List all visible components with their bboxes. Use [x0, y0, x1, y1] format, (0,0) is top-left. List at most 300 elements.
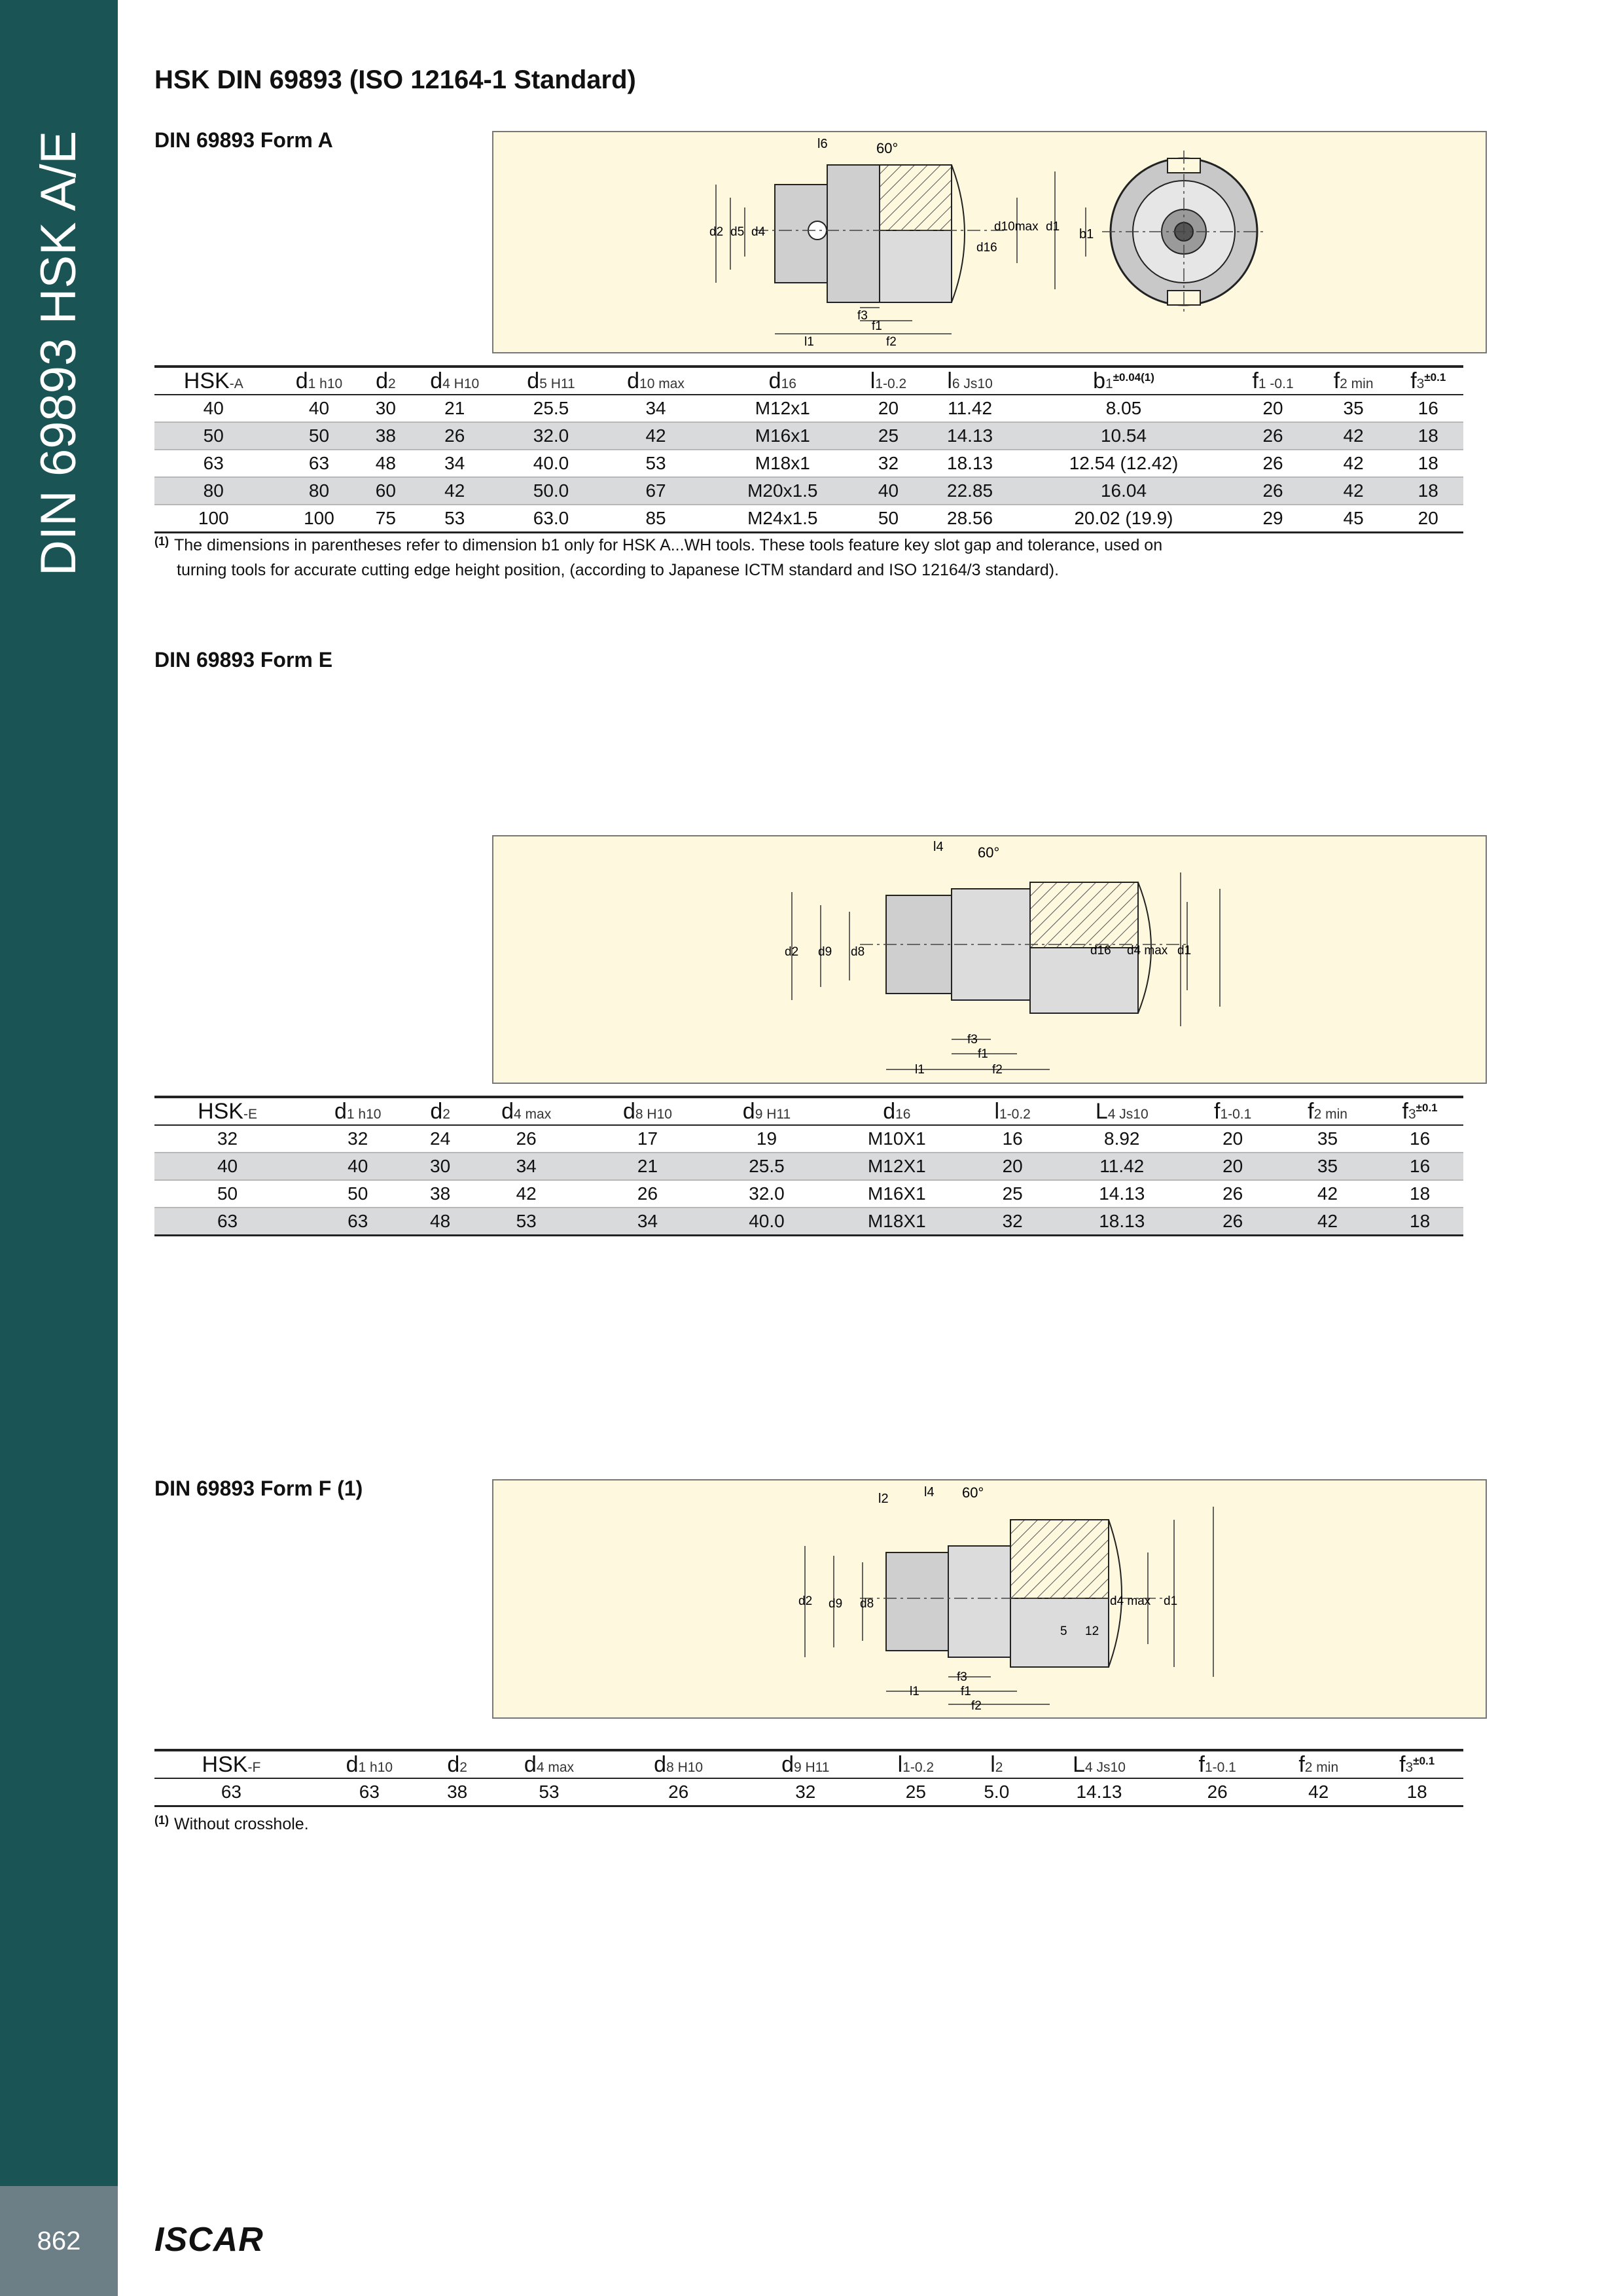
page-title: HSK DIN 69893 (ISO 12164-1 Standard) — [154, 65, 636, 94]
table-cell: 20 — [968, 1153, 1057, 1180]
column-header-sym: d — [883, 1098, 896, 1124]
table-cell: 16.04 — [1016, 477, 1232, 505]
form-f-label-l4: l4 — [924, 1485, 935, 1499]
table-cell: 12.54 (12.42) — [1016, 450, 1232, 477]
column-header-sub: -A — [229, 376, 243, 391]
column-header-sym: d — [527, 368, 540, 393]
form-e-label-f1: f1 — [978, 1047, 988, 1061]
table-cell: 35 — [1279, 1153, 1376, 1180]
form-a-label-l1: l1 — [804, 335, 814, 349]
table-cell: 20 — [1186, 1153, 1279, 1180]
table-cell: 19 — [707, 1125, 825, 1153]
table-cell: 21 — [406, 395, 503, 422]
form-a-label-b1: b1 — [1079, 227, 1094, 242]
table-cell: 32.0 — [707, 1180, 825, 1208]
form-f-label-d9: d9 — [829, 1597, 843, 1611]
table-cell: 53 — [465, 1208, 588, 1236]
form-e-label-d4max: d4 max — [1127, 944, 1168, 958]
column-header-sym: d — [623, 1098, 635, 1124]
column-header-sym: d — [768, 368, 781, 393]
table-cell: 14.13 — [1057, 1180, 1186, 1208]
column-header — [588, 1097, 708, 1125]
form-f-footnote-marker: (1) — [154, 1814, 169, 1827]
column-header — [743, 1750, 868, 1778]
table-cell: 11.42 — [925, 395, 1016, 422]
table-row — [154, 450, 1463, 477]
column-header — [1168, 1750, 1266, 1778]
column-header — [308, 1750, 431, 1778]
table-cell: 18.13 — [925, 450, 1016, 477]
table-cell: 38 — [365, 422, 406, 450]
form-a-label-f1: f1 — [872, 319, 882, 333]
table-cell: M12X1 — [826, 1153, 969, 1180]
table-cell: 35 — [1279, 1125, 1376, 1153]
table-cell: M24x1.5 — [713, 505, 852, 533]
column-header — [465, 1097, 588, 1125]
table-cell: 17 — [588, 1125, 708, 1153]
table-cell: 32.0 — [503, 422, 599, 450]
column-header-sub: 2 — [442, 1106, 450, 1122]
column-header-sym: f — [1298, 1751, 1305, 1777]
column-header-sub: 2 — [995, 1759, 1003, 1775]
table-cell: 40 — [852, 477, 924, 505]
column-header-sup: ±0.1 — [1424, 370, 1446, 384]
form-a-heading: DIN 69893 Form A — [154, 128, 333, 152]
table-row — [154, 1125, 1463, 1153]
table-cell: 63.0 — [503, 505, 599, 533]
form-e-label-d16: d16 — [1090, 944, 1111, 958]
column-header-sub: -F — [247, 1759, 261, 1775]
column-header-sub: 3 — [1405, 1759, 1414, 1775]
table-row — [154, 477, 1463, 505]
column-header-sym: d — [742, 1098, 755, 1124]
column-header-sub: 1 h10 — [308, 376, 343, 391]
column-header-sub: 4 max — [536, 1759, 575, 1775]
column-header-sub: 1-0.2 — [902, 1759, 935, 1775]
column-header — [1016, 367, 1232, 395]
table-cell: M16x1 — [713, 422, 852, 450]
table-cell: 18 — [1370, 1778, 1463, 1806]
column-header-sym: f — [1214, 1098, 1221, 1124]
table-row — [154, 1208, 1463, 1236]
table-cell: 32 — [300, 1125, 415, 1153]
table-cell: 34 — [465, 1153, 588, 1180]
form-e-label-d8: d8 — [851, 945, 865, 959]
column-header-sym: L — [1073, 1751, 1085, 1777]
form-f-footnote-text: Without crosshole. — [174, 1815, 309, 1833]
form-f-label-d4max: d4 max — [1110, 1594, 1151, 1608]
column-header-sym: HSK — [198, 1098, 243, 1124]
column-header-sub: 2 — [459, 1759, 467, 1775]
table-cell: 26 — [406, 422, 503, 450]
table-cell: 42 — [1314, 477, 1393, 505]
column-header-sym: f — [1402, 1098, 1408, 1124]
form-f-heading: DIN 69893 Form F (1) — [154, 1477, 363, 1500]
table-cell: 45 — [1314, 505, 1393, 533]
column-header-sym: l — [897, 1751, 903, 1777]
table-cell: 42 — [1266, 1778, 1370, 1806]
table-cell: M16X1 — [826, 1180, 969, 1208]
column-header — [968, 1097, 1057, 1125]
form-f-label-l2: l2 — [878, 1492, 889, 1506]
form-e-table-header — [154, 1097, 1463, 1125]
form-f-drawing — [492, 1479, 1487, 1719]
column-header-sub: 4 Js10 — [1085, 1759, 1126, 1775]
table-cell: 50 — [300, 1180, 415, 1208]
form-a-footnote — [154, 529, 1162, 583]
table-cell: 60 — [365, 477, 406, 505]
form-a-label-d2: d2 — [709, 225, 724, 239]
column-header-sub: -E — [243, 1106, 257, 1122]
form-e-table — [154, 1096, 1463, 1236]
column-header-sub: 2 min — [1313, 1106, 1347, 1122]
table-cell: 40 — [154, 395, 273, 422]
table-cell: 26 — [588, 1180, 708, 1208]
column-header-sub: 10 max — [639, 376, 685, 391]
column-header-sub: 2 min — [1304, 1759, 1339, 1775]
table-cell: 18 — [1376, 1208, 1463, 1236]
table-cell: 11.42 — [1057, 1153, 1186, 1180]
column-header — [925, 367, 1016, 395]
column-header-sub: 9 H11 — [755, 1106, 791, 1122]
table-row — [154, 395, 1463, 422]
table-cell: 42 — [599, 422, 713, 450]
table-cell: 32 — [154, 1125, 300, 1153]
table-cell: 20.02 (19.9) — [1016, 505, 1232, 533]
table-cell: 32 — [852, 450, 924, 477]
column-header-sub: 4 H10 — [442, 376, 480, 391]
column-header-sub: 16 — [895, 1106, 911, 1122]
column-header-sub: 1-0.1 — [1220, 1106, 1252, 1122]
column-header — [1030, 1750, 1168, 1778]
column-header-sym: f — [1410, 368, 1417, 393]
form-e-heading: DIN 69893 Form E — [154, 648, 333, 672]
table-cell: 40 — [300, 1153, 415, 1180]
table-cell: 18.13 — [1057, 1208, 1186, 1236]
table-cell: 42 — [1279, 1180, 1376, 1208]
table-cell: 26 — [615, 1778, 743, 1806]
form-f-table-body — [154, 1778, 1463, 1806]
column-header-sym: l — [870, 368, 876, 393]
column-header-sym: L — [1095, 1098, 1108, 1124]
column-header-sub: 3 — [1408, 1106, 1416, 1122]
column-header — [1376, 1097, 1463, 1125]
form-f-label-f2: f2 — [971, 1699, 982, 1713]
table-cell: M18X1 — [826, 1208, 969, 1236]
column-header — [868, 1750, 963, 1778]
table-cell: 63 — [273, 450, 366, 477]
table-cell: 5.0 — [963, 1778, 1030, 1806]
table-cell: 16 — [968, 1125, 1057, 1153]
form-a-label-d16: d16 — [976, 241, 997, 255]
column-header-sub: 1 h10 — [358, 1759, 393, 1775]
table-cell: 80 — [273, 477, 366, 505]
table-cell: 26 — [1168, 1778, 1266, 1806]
column-header-sym: d — [654, 1751, 667, 1777]
column-header-sym: d — [430, 1098, 443, 1124]
table-cell: 100 — [154, 505, 273, 533]
form-f-label-angle: 60° — [962, 1484, 984, 1501]
table-cell: 34 — [406, 450, 503, 477]
form-a-table-body — [154, 395, 1463, 533]
column-header — [484, 1750, 614, 1778]
column-header-sym: f — [1198, 1751, 1205, 1777]
column-header — [1393, 367, 1463, 395]
column-header — [615, 1750, 743, 1778]
form-a-label-d4: d4 — [751, 225, 766, 239]
table-cell: 50 — [154, 1180, 300, 1208]
column-header-sym: d — [376, 368, 388, 393]
table-cell: 40.0 — [707, 1208, 825, 1236]
table-cell: 53 — [406, 505, 503, 533]
form-f-footnote — [154, 1808, 309, 1837]
table-cell: 38 — [431, 1778, 484, 1806]
table-cell: 50 — [154, 422, 273, 450]
table-cell: 26 — [1186, 1208, 1279, 1236]
form-a-label-l6: l6 — [817, 137, 828, 151]
column-header-sup: ±0.04(1) — [1113, 370, 1154, 384]
column-header-sym: HSK — [183, 368, 230, 393]
table-cell: 63 — [154, 1778, 308, 1806]
table-cell: 48 — [415, 1208, 465, 1236]
column-header-sub: 1-0.2 — [875, 376, 907, 391]
table-cell: 32 — [968, 1208, 1057, 1236]
table-cell: 30 — [415, 1153, 465, 1180]
table-cell: 42 — [1314, 450, 1393, 477]
column-header-sub: 2 min — [1340, 376, 1374, 391]
table-cell: 63 — [308, 1778, 431, 1806]
form-f-label-12: 12 — [1085, 1624, 1099, 1638]
table-cell: 34 — [599, 395, 713, 422]
form-a-label-f2: f2 — [886, 335, 897, 349]
column-header-sym: d — [346, 1751, 359, 1777]
table-cell: 16 — [1393, 395, 1463, 422]
table-cell: 20 — [852, 395, 924, 422]
table-row — [154, 1778, 1463, 1806]
column-header — [707, 1097, 825, 1125]
form-e-drawing-svg — [493, 836, 1486, 1083]
table-cell: 20 — [1232, 395, 1313, 422]
table-cell: 16 — [1376, 1125, 1463, 1153]
form-a-label-d10max: d10max — [994, 220, 1039, 234]
table-cell: 42 — [465, 1180, 588, 1208]
form-f-label-d2: d2 — [798, 1594, 813, 1608]
table-cell: 85 — [599, 505, 713, 533]
column-header-sym: b — [1093, 368, 1105, 393]
form-e-label-l1: l1 — [915, 1063, 925, 1077]
table-cell: 26 — [465, 1125, 588, 1153]
table-cell: 50 — [852, 505, 924, 533]
table-cell: 48 — [365, 450, 406, 477]
table-row — [154, 1153, 1463, 1180]
table-cell: 32 — [743, 1778, 868, 1806]
table-cell: 26 — [1232, 450, 1313, 477]
form-f-table-header — [154, 1750, 1463, 1778]
column-header-sym: l — [990, 1751, 995, 1777]
column-header-sub: 1 -0.1 — [1258, 376, 1294, 391]
form-e-table-body — [154, 1125, 1463, 1236]
table-cell: 14.13 — [925, 422, 1016, 450]
table-cell: 18 — [1376, 1180, 1463, 1208]
form-e-label-f2: f2 — [992, 1063, 1003, 1077]
column-header — [154, 367, 273, 395]
form-a-drawing — [492, 131, 1487, 353]
table-cell: 53 — [484, 1778, 614, 1806]
form-e-label-d1: d1 — [1177, 944, 1192, 958]
column-header — [273, 367, 366, 395]
table-cell: 80 — [154, 477, 273, 505]
table-cell: 10.54 — [1016, 422, 1232, 450]
brand-logo: ISCAR — [154, 2221, 264, 2259]
table-cell: 40.0 — [503, 450, 599, 477]
form-e-label-d9: d9 — [818, 945, 832, 959]
column-header-sym: f — [1399, 1751, 1406, 1777]
table-cell: 21 — [588, 1153, 708, 1180]
table-cell: 26 — [1232, 477, 1313, 505]
table-cell: 42 — [1314, 422, 1393, 450]
table-cell: 18 — [1393, 450, 1463, 477]
column-header-sym: f — [1333, 368, 1340, 393]
table-cell: 20 — [1186, 1125, 1279, 1153]
table-cell: 26 — [1186, 1180, 1279, 1208]
form-f-table — [154, 1749, 1463, 1807]
column-header — [1279, 1097, 1376, 1125]
column-header-sym: d — [334, 1098, 347, 1124]
column-header-sym: l — [994, 1098, 999, 1124]
table-cell: 22.85 — [925, 477, 1016, 505]
form-a-table-header — [154, 367, 1463, 395]
column-header — [963, 1750, 1030, 1778]
table-cell: M20x1.5 — [713, 477, 852, 505]
table-cell: 34 — [588, 1208, 708, 1236]
form-a-footnote-line2: turning tools for accurate cutting edge height position, (according to Japanese ICTM standard and ISO 12164/3 standard). — [177, 561, 1060, 579]
table-row — [154, 1180, 1463, 1208]
table-cell: 26 — [1232, 422, 1313, 450]
form-a-footnote-marker: (1) — [154, 535, 169, 548]
column-header-sub: 8 H10 — [635, 1106, 672, 1122]
form-f-label-f1: f1 — [961, 1685, 971, 1698]
form-a-drawing-svg — [493, 132, 1486, 352]
column-header-sym: HSK — [202, 1751, 248, 1777]
form-f-label-5: 5 — [1060, 1624, 1067, 1638]
table-cell: M12x1 — [713, 395, 852, 422]
form-f-label-l1: l1 — [910, 1685, 919, 1698]
table-cell: 14.13 — [1030, 1778, 1168, 1806]
sidebar — [0, 0, 118, 2186]
table-cell: M18x1 — [713, 450, 852, 477]
table-cell: 40 — [154, 1153, 300, 1180]
table-cell: 24 — [415, 1125, 465, 1153]
form-a-label-angle: 60° — [876, 140, 899, 156]
column-header-sub: 5 H11 — [539, 376, 575, 391]
page-number: 862 — [37, 2227, 81, 2255]
table-cell: 67 — [599, 477, 713, 505]
column-header-sub: 3 — [1416, 376, 1425, 391]
form-a-label-d1: d1 — [1046, 220, 1060, 234]
form-f-label-f3: f3 — [957, 1670, 967, 1684]
column-header — [1186, 1097, 1279, 1125]
table-cell: 63 — [154, 450, 273, 477]
column-header-sym: f — [1308, 1098, 1314, 1124]
column-header-sub: 4 Js10 — [1107, 1106, 1149, 1122]
table-cell: 100 — [273, 505, 366, 533]
form-f-drawing-svg — [493, 1480, 1486, 1717]
table-cell: 8.92 — [1057, 1125, 1186, 1153]
table-cell: 25.5 — [707, 1153, 825, 1180]
column-header-sub: 8 H10 — [666, 1759, 704, 1775]
form-a-label-d5: d5 — [730, 225, 745, 239]
column-header — [713, 367, 852, 395]
sidebar-title: DIN 69893 HSK A/E — [31, 130, 86, 576]
column-header — [826, 1097, 969, 1125]
column-header — [1232, 367, 1313, 395]
table-cell: 25.5 — [503, 395, 599, 422]
table-cell: 53 — [599, 450, 713, 477]
column-header-sub: 2 — [387, 376, 396, 391]
column-header — [852, 367, 924, 395]
table-cell: 8.05 — [1016, 395, 1232, 422]
table-cell: 28.56 — [925, 505, 1016, 533]
column-header — [154, 1097, 300, 1125]
column-header-sym: l — [947, 368, 952, 393]
column-header — [415, 1097, 465, 1125]
form-a-table — [154, 365, 1463, 533]
column-header — [365, 367, 406, 395]
column-header — [431, 1750, 484, 1778]
column-header — [406, 367, 503, 395]
column-header-sym: d — [295, 368, 308, 393]
table-cell: 20 — [1393, 505, 1463, 533]
form-a-footnote-line1: The dimensions in parentheses refer to dimension b1 only for HSK A...WH tools. These tools feature key slot gap and tolerance, used on — [174, 536, 1163, 554]
column-header — [154, 1750, 308, 1778]
column-header-sym: d — [524, 1751, 537, 1777]
column-header-sub: 1-0.2 — [999, 1106, 1031, 1122]
table-cell: 63 — [154, 1208, 300, 1236]
table-cell: 29 — [1232, 505, 1313, 533]
table-cell: 40 — [273, 395, 366, 422]
table-cell: 42 — [1279, 1208, 1376, 1236]
form-f-label-d8: d8 — [860, 1597, 874, 1611]
form-f-label-d1: d1 — [1164, 1594, 1178, 1608]
column-header-sub: 1 h10 — [346, 1106, 382, 1122]
column-header — [1057, 1097, 1186, 1125]
table-cell: 63 — [300, 1208, 415, 1236]
form-a-label-f3: f3 — [857, 309, 868, 323]
form-e-label-l4: l4 — [933, 840, 944, 854]
table-cell: 16 — [1376, 1153, 1463, 1180]
column-header — [1266, 1750, 1370, 1778]
column-header-sym: f — [1252, 368, 1258, 393]
table-cell: 42 — [406, 477, 503, 505]
column-header-sub: 1-0.1 — [1204, 1759, 1236, 1775]
column-header-sub: 4 max — [514, 1106, 552, 1122]
column-header — [599, 367, 713, 395]
form-e-label-angle: 60° — [978, 844, 1000, 861]
form-e-label-f3: f3 — [967, 1033, 978, 1047]
column-header — [1370, 1750, 1463, 1778]
column-header — [1314, 367, 1393, 395]
column-header-sub: 9 H11 — [793, 1759, 830, 1775]
table-cell: 35 — [1314, 395, 1393, 422]
column-header-sym: d — [501, 1098, 514, 1124]
table-cell: 25 — [968, 1180, 1057, 1208]
form-e-label-d2: d2 — [785, 945, 799, 959]
column-header-sub: 1 — [1105, 376, 1113, 391]
table-cell: 25 — [868, 1778, 963, 1806]
column-header-sup: ±0.1 — [1413, 1754, 1435, 1767]
table-cell: 18 — [1393, 477, 1463, 505]
column-header — [300, 1097, 415, 1125]
